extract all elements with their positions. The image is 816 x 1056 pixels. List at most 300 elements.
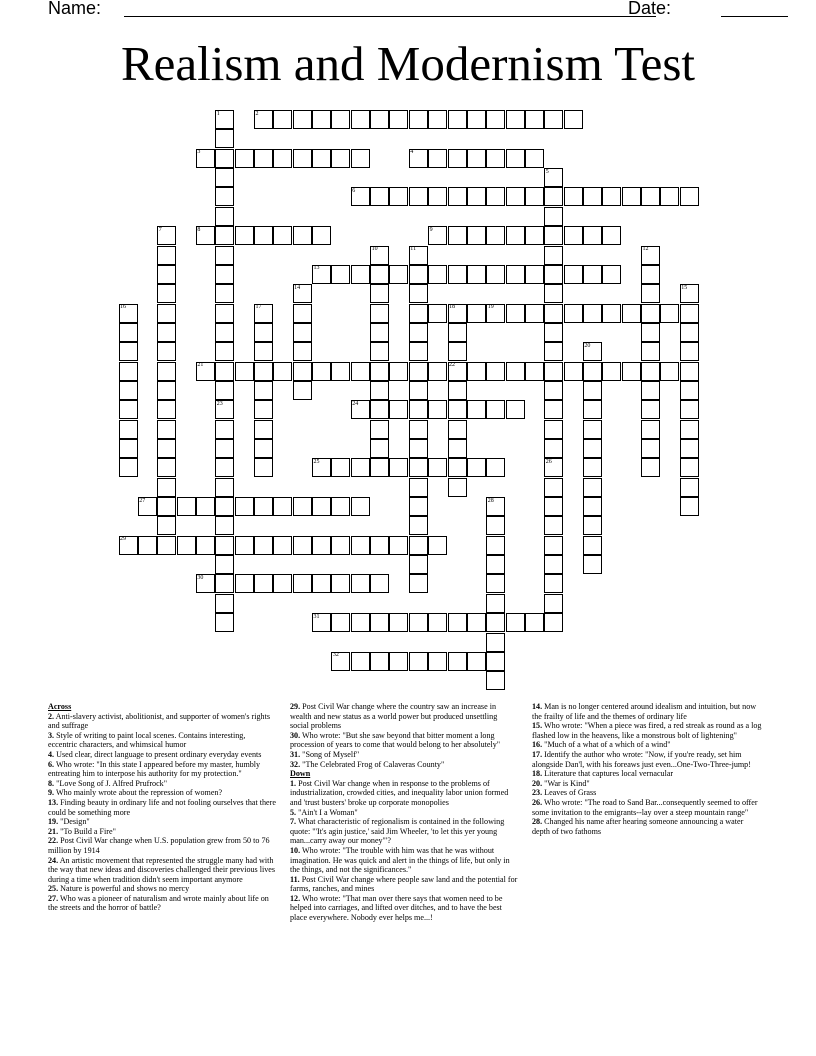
grid-cell[interactable] [525,149,544,168]
grid-cell[interactable] [467,304,486,323]
grid-cell[interactable] [370,362,389,381]
grid-cell[interactable] [486,187,505,206]
grid-cell[interactable] [448,381,467,400]
grid-cell[interactable] [389,265,408,284]
grid-cell[interactable] [235,226,254,245]
grid-cell[interactable] [544,497,563,516]
grid-cell[interactable] [119,362,138,381]
grid-cell[interactable] [157,323,176,342]
grid-cell[interactable] [448,652,467,671]
grid-cell[interactable] [506,187,525,206]
grid-cell[interactable] [254,362,273,381]
grid-cell[interactable] [525,187,544,206]
grid-cell[interactable] [448,613,467,632]
grid-cell[interactable] [312,362,331,381]
grid-cell[interactable] [157,304,176,323]
grid-cell[interactable] [215,168,234,187]
grid-cell[interactable] [486,516,505,535]
grid-cell[interactable] [544,265,563,284]
grid-cell[interactable] [370,304,389,323]
grid-cell[interactable] [293,226,312,245]
grid-cell[interactable] [351,613,370,632]
grid-cell[interactable] [448,478,467,497]
grid-cell[interactable] [641,458,660,477]
grid-cell[interactable] [273,110,292,129]
grid-cell[interactable] [583,226,602,245]
grid-cell[interactable] [428,652,447,671]
grid-cell[interactable] [331,149,350,168]
grid-cell[interactable] [680,304,699,323]
grid-cell[interactable] [215,129,234,148]
grid-cell[interactable] [506,226,525,245]
grid-cell[interactable] [215,439,234,458]
grid-cell[interactable] [428,110,447,129]
grid-cell[interactable] [525,362,544,381]
grid-cell[interactable] [273,149,292,168]
grid-cell[interactable] [157,478,176,497]
grid-cell[interactable] [215,613,234,632]
grid-cell[interactable] [293,381,312,400]
grid-cell[interactable] [254,400,273,419]
grid-cell[interactable] [351,574,370,593]
grid-cell[interactable] [583,555,602,574]
grid-cell[interactable] [583,420,602,439]
grid-cell[interactable] [351,149,370,168]
grid-cell[interactable] [544,420,563,439]
grid-cell[interactable] [544,400,563,419]
grid-cell[interactable] [293,536,312,555]
grid-cell[interactable] [389,187,408,206]
grid-cell[interactable] [370,613,389,632]
grid-cell[interactable] [525,304,544,323]
grid-cell[interactable] [351,265,370,284]
grid-cell[interactable] [467,613,486,632]
grid-cell[interactable] [235,536,254,555]
grid-cell[interactable] [196,497,215,516]
grid-cell[interactable] [293,304,312,323]
grid-cell[interactable] [254,323,273,342]
grid-cell[interactable] [351,362,370,381]
grid-cell[interactable] [409,381,428,400]
grid-cell[interactable] [312,536,331,555]
grid-cell[interactable] [486,613,505,632]
grid-cell[interactable] [215,478,234,497]
grid-cell[interactable] [331,362,350,381]
grid-cell[interactable] [428,458,447,477]
grid-cell[interactable] [486,265,505,284]
grid-cell[interactable] [525,110,544,129]
grid-cell[interactable] [583,458,602,477]
grid-cell[interactable] [680,381,699,400]
grid-cell[interactable] [312,110,331,129]
grid-cell[interactable] [312,574,331,593]
grid-cell[interactable] [544,555,563,574]
grid-cell[interactable] [525,226,544,245]
grid-cell[interactable] [602,362,621,381]
grid-cell[interactable] [641,381,660,400]
grid-cell[interactable] [448,439,467,458]
grid-cell[interactable] [370,284,389,303]
grid-cell[interactable] [409,652,428,671]
grid-cell[interactable] [641,400,660,419]
grid-cell[interactable] [215,187,234,206]
grid-cell[interactable] [641,362,660,381]
grid-cell[interactable] [215,323,234,342]
grid-cell[interactable] [157,420,176,439]
grid-cell[interactable] [370,323,389,342]
grid-cell[interactable] [467,400,486,419]
grid-cell[interactable] [370,439,389,458]
grid-cell[interactable] [157,458,176,477]
grid-cell[interactable] [235,362,254,381]
grid-cell[interactable] [157,536,176,555]
grid-cell[interactable] [486,555,505,574]
grid-cell[interactable] [583,362,602,381]
grid-cell[interactable] [157,265,176,284]
grid-cell[interactable] [235,574,254,593]
grid-cell[interactable] [583,536,602,555]
grid-cell[interactable] [641,187,660,206]
grid-cell[interactable] [409,555,428,574]
grid-cell[interactable] [331,536,350,555]
grid-cell[interactable] [254,420,273,439]
grid-cell[interactable] [622,362,641,381]
grid-cell[interactable] [254,342,273,361]
grid-cell[interactable] [448,187,467,206]
grid-cell[interactable] [389,652,408,671]
grid-cell[interactable] [583,265,602,284]
grid-cell[interactable] [409,304,428,323]
grid-cell[interactable] [254,381,273,400]
grid-cell[interactable] [273,226,292,245]
grid-cell[interactable] [583,516,602,535]
grid-cell[interactable] [583,381,602,400]
grid-cell[interactable] [428,400,447,419]
grid-cell[interactable] [215,381,234,400]
grid-cell[interactable] [215,149,234,168]
grid-cell[interactable] [119,323,138,342]
grid-cell[interactable] [486,110,505,129]
grid-cell[interactable] [293,149,312,168]
grid-cell[interactable] [467,149,486,168]
grid-cell[interactable] [641,439,660,458]
grid-cell[interactable] [428,187,447,206]
grid-cell[interactable] [351,458,370,477]
grid-cell[interactable] [564,362,583,381]
grid-cell[interactable] [331,458,350,477]
grid-cell[interactable] [409,400,428,419]
grid-cell[interactable] [119,439,138,458]
grid-cell[interactable] [138,536,157,555]
grid-cell[interactable] [331,497,350,516]
grid-cell[interactable] [351,652,370,671]
grid-cell[interactable] [351,497,370,516]
grid-cell[interactable] [293,574,312,593]
grid-cell[interactable] [351,536,370,555]
grid-cell[interactable] [448,400,467,419]
grid-cell[interactable] [254,497,273,516]
grid-cell[interactable] [409,284,428,303]
grid-cell[interactable] [544,110,563,129]
grid-cell[interactable] [428,613,447,632]
grid-cell[interactable] [389,458,408,477]
grid-cell[interactable] [544,516,563,535]
grid-cell[interactable] [215,536,234,555]
grid-cell[interactable] [544,226,563,245]
grid-cell[interactable] [583,187,602,206]
grid-cell[interactable] [544,574,563,593]
grid-cell[interactable] [544,536,563,555]
grid-cell[interactable] [564,187,583,206]
grid-cell[interactable] [486,633,505,652]
grid-cell[interactable] [467,458,486,477]
grid-cell[interactable] [660,362,679,381]
grid-cell[interactable] [486,536,505,555]
grid-cell[interactable] [486,671,505,690]
grid-cell[interactable] [544,381,563,400]
grid-cell[interactable] [660,187,679,206]
grid-cell[interactable] [254,458,273,477]
grid-cell[interactable] [544,304,563,323]
grid-cell[interactable] [660,304,679,323]
grid-cell[interactable] [448,458,467,477]
grid-cell[interactable] [680,187,699,206]
grid-cell[interactable] [215,497,234,516]
grid-cell[interactable] [506,613,525,632]
grid-cell[interactable] [602,265,621,284]
grid-cell[interactable] [331,574,350,593]
grid-cell[interactable] [448,149,467,168]
grid-cell[interactable] [602,304,621,323]
grid-cell[interactable] [564,304,583,323]
grid-cell[interactable] [254,536,273,555]
grid-cell[interactable] [273,574,292,593]
grid-cell[interactable] [486,652,505,671]
grid-cell[interactable] [119,458,138,477]
grid-cell[interactable] [119,420,138,439]
grid-cell[interactable] [622,187,641,206]
grid-cell[interactable] [215,207,234,226]
grid-cell[interactable] [467,362,486,381]
grid-cell[interactable] [525,265,544,284]
grid-cell[interactable] [157,400,176,419]
grid-cell[interactable] [409,362,428,381]
grid-cell[interactable] [409,342,428,361]
grid-cell[interactable] [680,497,699,516]
grid-cell[interactable] [544,187,563,206]
grid-cell[interactable] [486,458,505,477]
grid-cell[interactable] [428,536,447,555]
grid-cell[interactable] [370,652,389,671]
grid-cell[interactable] [486,400,505,419]
grid-cell[interactable] [119,342,138,361]
grid-cell[interactable] [428,265,447,284]
grid-cell[interactable] [506,265,525,284]
grid-cell[interactable] [506,362,525,381]
grid-cell[interactable] [157,439,176,458]
grid-cell[interactable] [409,613,428,632]
grid-cell[interactable] [293,110,312,129]
grid-cell[interactable] [157,246,176,265]
grid-cell[interactable] [583,304,602,323]
grid-cell[interactable] [544,439,563,458]
grid-cell[interactable] [602,226,621,245]
grid-cell[interactable] [389,362,408,381]
grid-cell[interactable] [409,497,428,516]
grid-cell[interactable] [544,613,563,632]
grid-cell[interactable] [389,613,408,632]
grid-cell[interactable] [370,187,389,206]
grid-cell[interactable] [293,497,312,516]
grid-cell[interactable] [254,226,273,245]
grid-cell[interactable] [467,652,486,671]
grid-cell[interactable] [389,400,408,419]
grid-cell[interactable] [428,362,447,381]
grid-cell[interactable] [370,381,389,400]
grid-cell[interactable] [235,497,254,516]
grid-cell[interactable] [622,304,641,323]
grid-cell[interactable] [215,284,234,303]
grid-cell[interactable] [448,342,467,361]
grid-cell[interactable] [544,478,563,497]
grid-cell[interactable] [602,187,621,206]
grid-cell[interactable] [409,478,428,497]
grid-cell[interactable] [119,381,138,400]
grid-cell[interactable] [506,149,525,168]
grid-cell[interactable] [544,246,563,265]
grid-cell[interactable] [157,381,176,400]
grid-cell[interactable] [409,439,428,458]
grid-cell[interactable] [273,497,292,516]
grid-cell[interactable] [215,226,234,245]
grid-cell[interactable] [409,458,428,477]
grid-cell[interactable] [370,420,389,439]
grid-cell[interactable] [409,265,428,284]
grid-cell[interactable] [215,516,234,535]
grid-cell[interactable] [370,536,389,555]
grid-cell[interactable] [254,439,273,458]
grid-cell[interactable] [544,594,563,613]
grid-cell[interactable] [680,478,699,497]
grid-cell[interactable] [215,594,234,613]
grid-cell[interactable] [293,362,312,381]
grid-cell[interactable] [119,400,138,419]
grid-cell[interactable] [544,342,563,361]
grid-cell[interactable] [583,497,602,516]
grid-cell[interactable] [157,284,176,303]
grid-cell[interactable] [215,420,234,439]
grid-cell[interactable] [331,110,350,129]
grid-cell[interactable] [196,536,215,555]
grid-cell[interactable] [370,458,389,477]
grid-cell[interactable] [544,207,563,226]
grid-cell[interactable] [157,497,176,516]
grid-cell[interactable] [157,342,176,361]
grid-cell[interactable] [351,110,370,129]
grid-cell[interactable] [680,342,699,361]
grid-cell[interactable] [448,420,467,439]
grid-cell[interactable] [486,594,505,613]
grid-cell[interactable] [525,613,544,632]
grid-cell[interactable] [564,265,583,284]
grid-cell[interactable] [428,304,447,323]
grid-cell[interactable] [370,400,389,419]
grid-cell[interactable] [215,304,234,323]
grid-cell[interactable] [467,226,486,245]
grid-cell[interactable] [235,149,254,168]
grid-cell[interactable] [583,400,602,419]
grid-cell[interactable] [680,458,699,477]
grid-cell[interactable] [448,265,467,284]
grid-cell[interactable] [409,420,428,439]
grid-cell[interactable] [409,323,428,342]
grid-cell[interactable] [544,284,563,303]
grid-cell[interactable] [428,149,447,168]
grid-cell[interactable] [467,265,486,284]
grid-cell[interactable] [486,149,505,168]
grid-cell[interactable] [370,342,389,361]
grid-cell[interactable] [273,536,292,555]
grid-cell[interactable] [506,400,525,419]
grid-cell[interactable] [312,226,331,245]
grid-cell[interactable] [641,342,660,361]
grid-cell[interactable] [389,536,408,555]
grid-cell[interactable] [293,323,312,342]
grid-cell[interactable] [215,342,234,361]
grid-cell[interactable] [680,323,699,342]
grid-cell[interactable] [409,187,428,206]
grid-cell[interactable] [486,226,505,245]
grid-cell[interactable] [215,246,234,265]
grid-cell[interactable] [370,110,389,129]
grid-cell[interactable] [486,574,505,593]
grid-cell[interactable] [680,362,699,381]
grid-cell[interactable] [177,536,196,555]
grid-cell[interactable] [564,110,583,129]
grid-cell[interactable] [544,323,563,342]
grid-cell[interactable] [467,187,486,206]
grid-cell[interactable] [564,226,583,245]
grid-cell[interactable] [312,497,331,516]
grid-cell[interactable] [331,265,350,284]
grid-cell[interactable] [370,574,389,593]
grid-cell[interactable] [254,149,273,168]
grid-cell[interactable] [215,362,234,381]
grid-cell[interactable] [370,265,389,284]
grid-cell[interactable] [641,420,660,439]
grid-cell[interactable] [409,516,428,535]
grid-cell[interactable] [254,574,273,593]
grid-cell[interactable] [544,362,563,381]
grid-cell[interactable] [157,516,176,535]
grid-cell[interactable] [409,536,428,555]
grid-cell[interactable] [506,110,525,129]
grid-cell[interactable] [641,304,660,323]
grid-cell[interactable] [506,304,525,323]
grid-cell[interactable] [389,110,408,129]
grid-cell[interactable] [583,439,602,458]
grid-cell[interactable] [680,420,699,439]
grid-cell[interactable] [293,342,312,361]
grid-cell[interactable] [215,555,234,574]
grid-cell[interactable] [583,478,602,497]
grid-cell[interactable] [680,439,699,458]
grid-cell[interactable] [157,362,176,381]
grid-cell[interactable] [273,362,292,381]
grid-cell[interactable] [448,226,467,245]
grid-cell[interactable] [312,149,331,168]
grid-cell[interactable] [448,323,467,342]
